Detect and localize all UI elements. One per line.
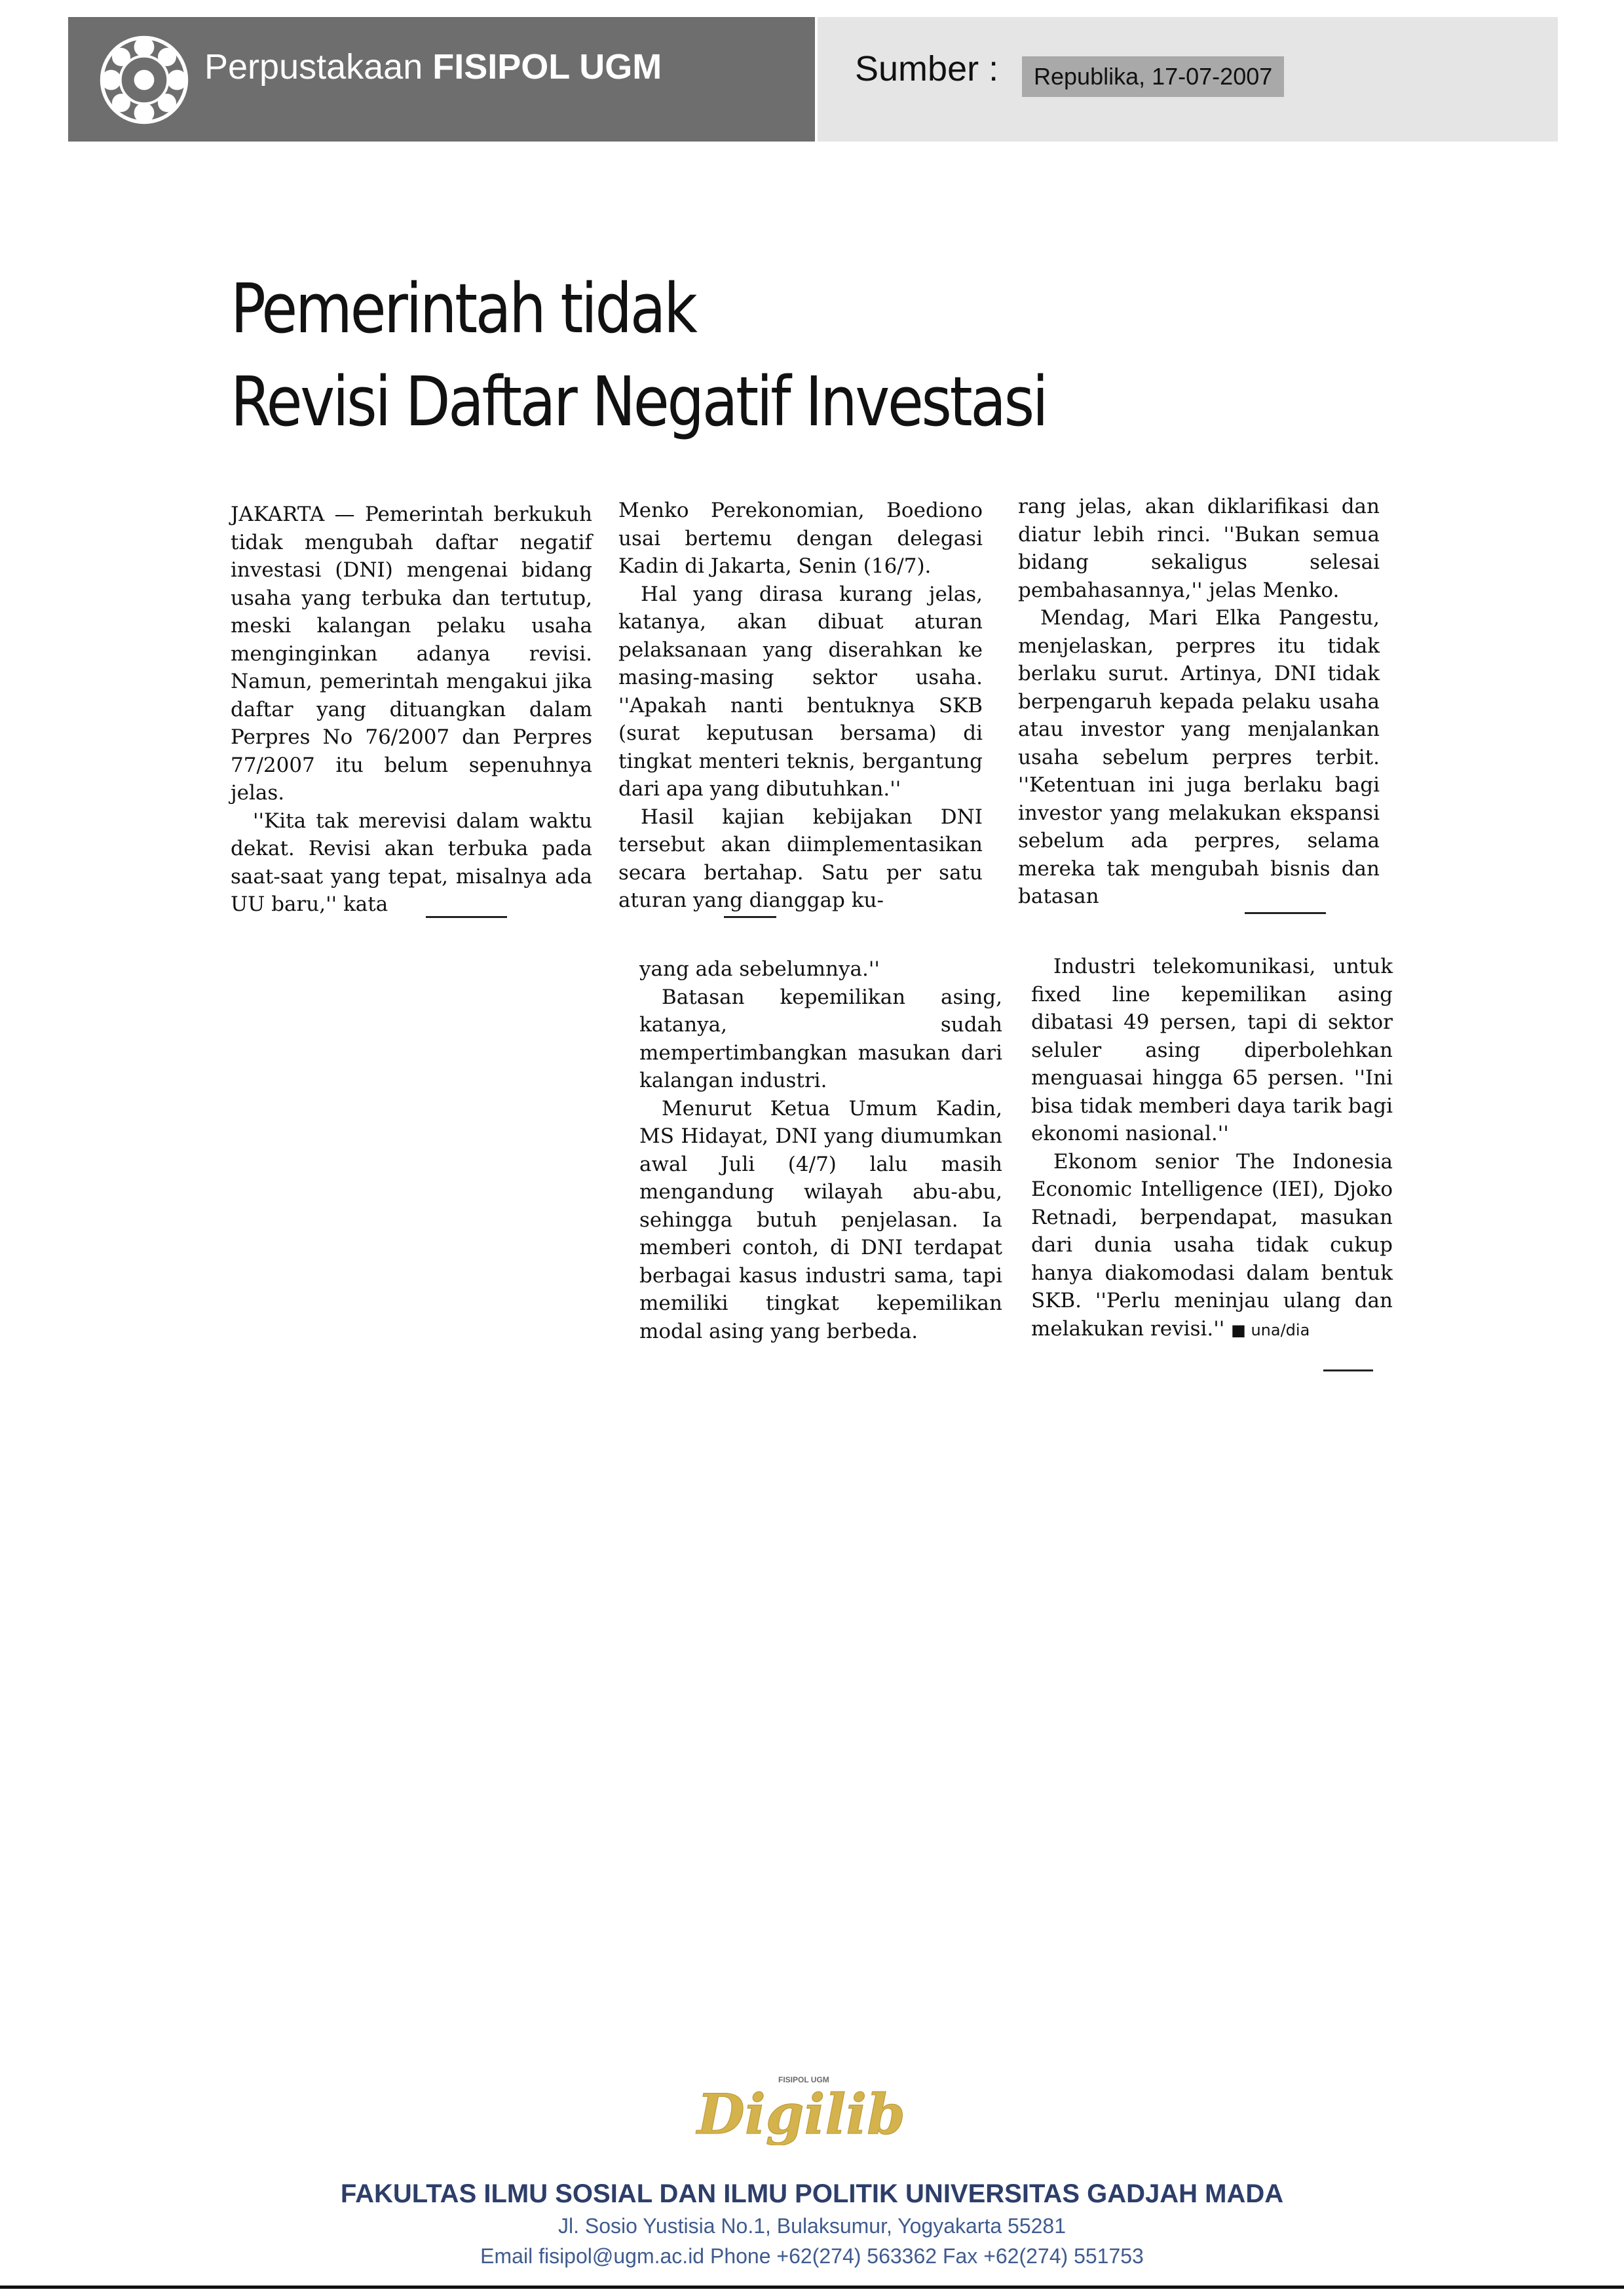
- headline: [231, 262, 1132, 448]
- headline-line-1: Pemerintah tidak: [231, 269, 696, 349]
- paragraph: Hal yang dirasa kurang jelas, katanya, akan dibuat aturan pelaksanaan yang diserahkan ke masing-masing sektor usaha. ''Apakah nanti bentuknya SKB (surat keputusan bersama) di tingkat menteri teknis, bergantung dari apa yang dibutuhkan.'': [618, 582, 983, 801]
- paragraph: Menurut Ketua Umum Kadin, MS Hidayat, DNI yang diumumkan awal Juli (4/7) lalu masih mengandung wilayah abu-abu, sehingga butuh penjelasan. Ia memberi contoh, di DNI terdapat berbagai kasus industri sama, tapi memiliki tingkat kepemilikan modal asing yang berbeda.: [639, 1096, 1002, 1343]
- bottom-divider: [0, 2286, 1624, 2289]
- paragraph-text: Ekonom senior The Indonesia Economic Intelligence (IEI), Djoko Retnadi, berpendapat, masukan dari dunia usaha tidak cukup hanya diakomodasi dalam bentuk SKB. ''Perlu meninjau ulang dan melakukan revisi.'': [1031, 1149, 1393, 1341]
- column-rule: [1245, 912, 1326, 914]
- source-value: Republika, 17-07-2007: [1022, 56, 1284, 97]
- digilib-logo-small: FISIPOL UGM: [778, 2075, 829, 2084]
- paragraph: Industri telekomunikasi, untuk fixed line kepemilikan asing dibatasi 49 persen, tapi di sektor seluler asing diperbolehkan menguasai hingga 65 persen. ''Ini bisa tidak memberi daya tarik bagi ekonomi nasional.'': [1031, 955, 1393, 1145]
- article-column-3: [1018, 493, 1380, 911]
- article-column-5: [1031, 953, 1393, 1344]
- article-column-2: [618, 497, 983, 915]
- paragraph: yang ada sebelumnya.'': [639, 957, 880, 981]
- paragraph: Hasil kajian kebijakan DNI tersebut akan diimplementasikan secara bertahap. Satu per satu aturan yang dianggap ku-: [618, 805, 983, 912]
- column-rule: [426, 916, 507, 918]
- paragraph: ''Kita tak merevisi dalam waktu dekat. Revisi akan terbuka pada saat-saat yang tepat, misalnya ada UU baru,'' kata: [231, 809, 592, 916]
- paragraph: Menko Perekonomian, Boediono usai bertemu dengan delegasi Kadin di Jakarta, Senin (16/7).: [618, 499, 983, 578]
- faculty-name: FAKULTAS ILMU SOSIAL DAN ILMU POLITIK UNIVERSITAS GADJAH MADA: [340, 2179, 1284, 2208]
- ugm-seal-icon: [98, 34, 190, 126]
- byline: ■ una/dia: [1231, 1320, 1310, 1339]
- library-title: FISIPOL UGM: [432, 47, 662, 86]
- faculty-contact: Email fisipol@ugm.ac.id Phone +62(274) 563362 Fax +62(274) 551753: [480, 2244, 1144, 2268]
- article-column-1: [231, 501, 592, 919]
- article-column-4: [639, 955, 1002, 1345]
- column-rule: [1323, 1369, 1373, 1371]
- paragraph: Batasan kepemilikan asing, katanya, sudah mempertimbangkan masukan dari kalangan industri.: [639, 985, 1002, 1092]
- source-label: Sumber :: [855, 49, 999, 88]
- paragraph: JAKARTA — Pemerintah berkukuh tidak mengubah daftar negatif investasi (DNI) mengenai bidang usaha yang terbuka dan tertutup, meski kalangan pelaku usaha menginginkan adanya revisi. Namun, pemerintah mengakui jika daftar yang dituangkan dalam Perpres No 76/2007 dan Perpres 77/2007 itu belum sepenuhnya jelas.: [231, 503, 592, 805]
- headline-line-2: Revisi Daftar Negatif Investasi: [231, 362, 1047, 442]
- library-prefix: Perpustakaan: [204, 47, 423, 86]
- column-rule: [724, 916, 776, 918]
- library-name: [204, 46, 662, 88]
- paragraph: rang jelas, akan diklarifikasi dan diatur lebih rinci. ''Bukan semua bidang sekaligus selesai pembahasannya,'' jelas Menko.: [1018, 495, 1380, 602]
- digilib-logo: [694, 2073, 930, 2145]
- paragraph: [1031, 1148, 1393, 1345]
- digilib-logo-text: Digilib: [697, 2082, 905, 2145]
- faculty-address: Jl. Sosio Yustisia No.1, Bulaksumur, Yogyakarta 55281: [558, 2214, 1066, 2238]
- paragraph: Mendag, Mari Elka Pangestu, menjelaskan, perpres itu tidak berlaku surut. Artinya, DNI tidak berpengaruh kepada pelaku usaha atau investor yang menjalankan usaha sebelum perpres terbit. ''Ketentuan ini juga berlaku bagi investor yang melakukan ekspansi sebelum ada perpres, selama mereka tak mengubah bisnis dan batasan: [1018, 606, 1380, 908]
